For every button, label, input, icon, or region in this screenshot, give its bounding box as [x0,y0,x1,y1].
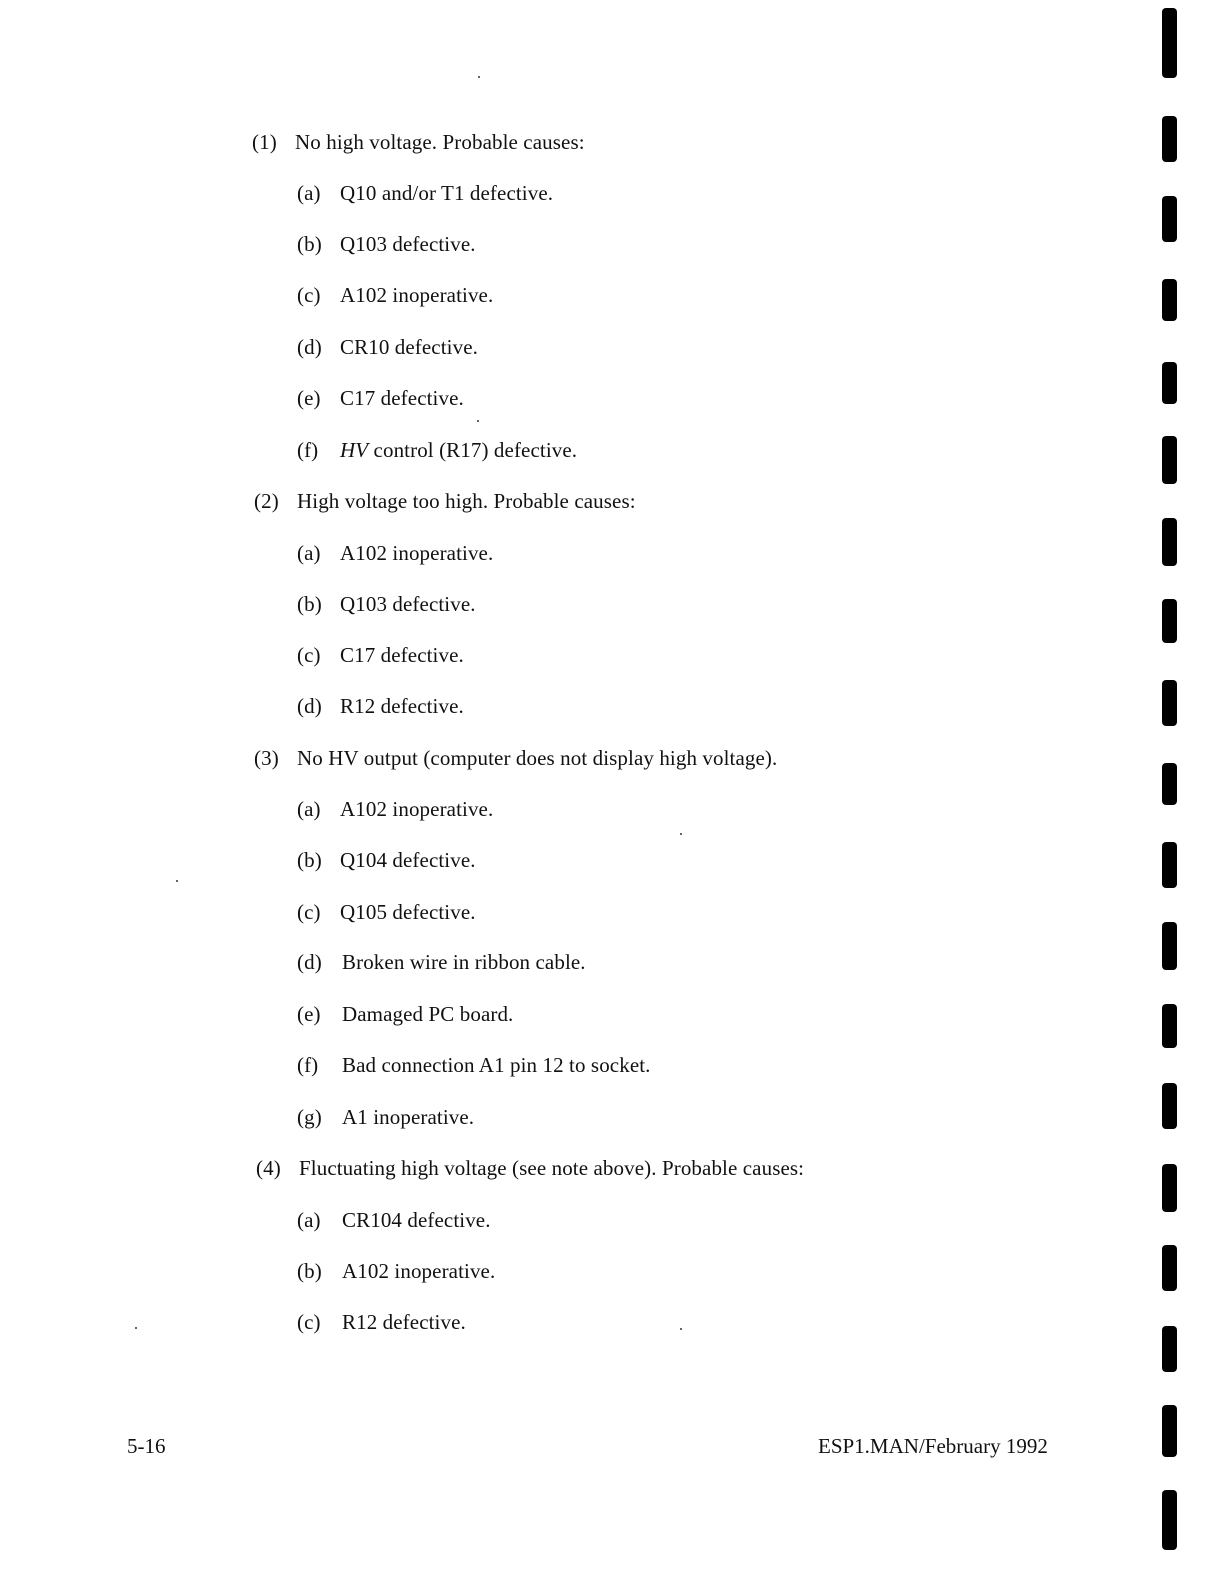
item-letter: (b) [297,1259,322,1283]
list-item [297,437,577,463]
change-bar [1162,116,1177,162]
item-letter: (a) [297,541,321,565]
list-item [297,1104,474,1130]
section-text: High voltage too high. Probable causes: [297,489,636,513]
item-letter: (g) [297,1105,322,1129]
list-item [297,847,476,873]
item-letter: (b) [297,232,322,256]
page-number: 5-16 [127,1434,166,1458]
section-number: (4) [256,1156,281,1180]
list-item [297,540,493,566]
item-text: C17 defective. [340,643,464,667]
change-bar [1162,1326,1177,1372]
section-number: (3) [254,746,279,770]
item-text: control (R17) defective. [368,438,578,462]
item-text: R12 defective. [340,694,464,718]
item-italic-text: HV [340,438,369,462]
item-letter: (a) [297,1208,321,1232]
scan-speck [477,420,479,422]
change-bar [1162,1490,1177,1550]
change-bar [1162,842,1177,888]
section-heading [252,129,585,155]
item-text: A102 inoperative. [340,541,494,565]
item-text: CR104 defective. [342,1208,491,1232]
change-bar [1162,599,1177,643]
item-text: A102 inoperative. [340,797,494,821]
list-item [297,1309,466,1335]
item-text: A1 inoperative. [342,1105,475,1129]
change-bar [1162,518,1177,566]
list-item [297,1052,651,1078]
change-bar [1162,763,1177,805]
item-text: R12 defective. [342,1310,466,1334]
scan-speck [680,1328,682,1330]
item-letter: (f) [297,1053,319,1077]
list-item [297,591,476,617]
scan-speck [680,833,682,835]
change-bar [1162,1245,1177,1291]
item-text: CR10 defective. [340,335,478,359]
section-number: (1) [252,130,277,154]
item-text: A102 inoperative. [342,1259,496,1283]
item-letter: (c) [297,1310,321,1334]
item-letter: (c) [297,283,321,307]
item-text: Q104 defective. [340,848,476,872]
change-bar [1162,436,1177,484]
item-text: Q103 defective. [340,592,476,616]
list-item [297,231,476,257]
item-letter: (c) [297,643,321,667]
list-item [297,1258,495,1284]
item-letter: (f) [297,438,319,462]
list-item [297,1207,491,1233]
section-number: (2) [254,489,279,513]
section-heading [256,1155,804,1181]
change-bar [1162,1004,1177,1048]
scan-speck [135,1327,137,1329]
section-heading [254,488,636,514]
item-letter: (c) [297,900,321,924]
item-letter: (e) [297,386,321,410]
list-item [297,334,478,360]
section-text: Fluctuating high voltage (see note above). Probable causes: [299,1156,805,1180]
change-bar [1162,1083,1177,1129]
change-bar [1162,279,1177,321]
item-letter: (a) [297,797,321,821]
item-text: A102 inoperative. [340,283,494,307]
change-bar [1162,8,1177,78]
change-bar [1162,1405,1177,1457]
list-item [297,899,476,925]
item-letter: (d) [297,694,322,718]
item-text: C17 defective. [340,386,464,410]
item-text: Broken wire in ribbon cable. [342,950,586,974]
list-item [297,949,586,975]
item-text: Q10 and/or T1 defective. [340,181,554,205]
item-letter: (b) [297,848,322,872]
change-bar [1162,1164,1177,1212]
list-item [297,1001,513,1027]
item-letter: (d) [297,335,322,359]
section-heading [254,745,777,771]
item-letter: (a) [297,181,321,205]
list-item [297,180,553,206]
document-id: ESP1.MAN/February 1992 [818,1434,1048,1458]
list-item [297,642,464,668]
scan-speck [176,880,178,882]
item-letter: (d) [297,950,322,974]
change-bar [1162,196,1177,242]
item-text: Damaged PC board. [342,1002,514,1026]
item-text: Q105 defective. [340,900,476,924]
section-text: No high voltage. Probable causes: [295,130,585,154]
list-item [297,282,493,308]
list-item [297,693,464,719]
change-bar [1162,922,1177,970]
list-item [297,385,464,411]
scan-speck [478,76,480,78]
item-letter: (e) [297,1002,321,1026]
change-bar [1162,680,1177,726]
change-bar [1162,362,1177,404]
item-letter: (b) [297,592,322,616]
list-item [297,796,493,822]
item-text: Bad connection A1 pin 12 to socket. [342,1053,651,1077]
section-text: No HV output (computer does not display high voltage). [297,746,778,770]
item-text: Q103 defective. [340,232,476,256]
